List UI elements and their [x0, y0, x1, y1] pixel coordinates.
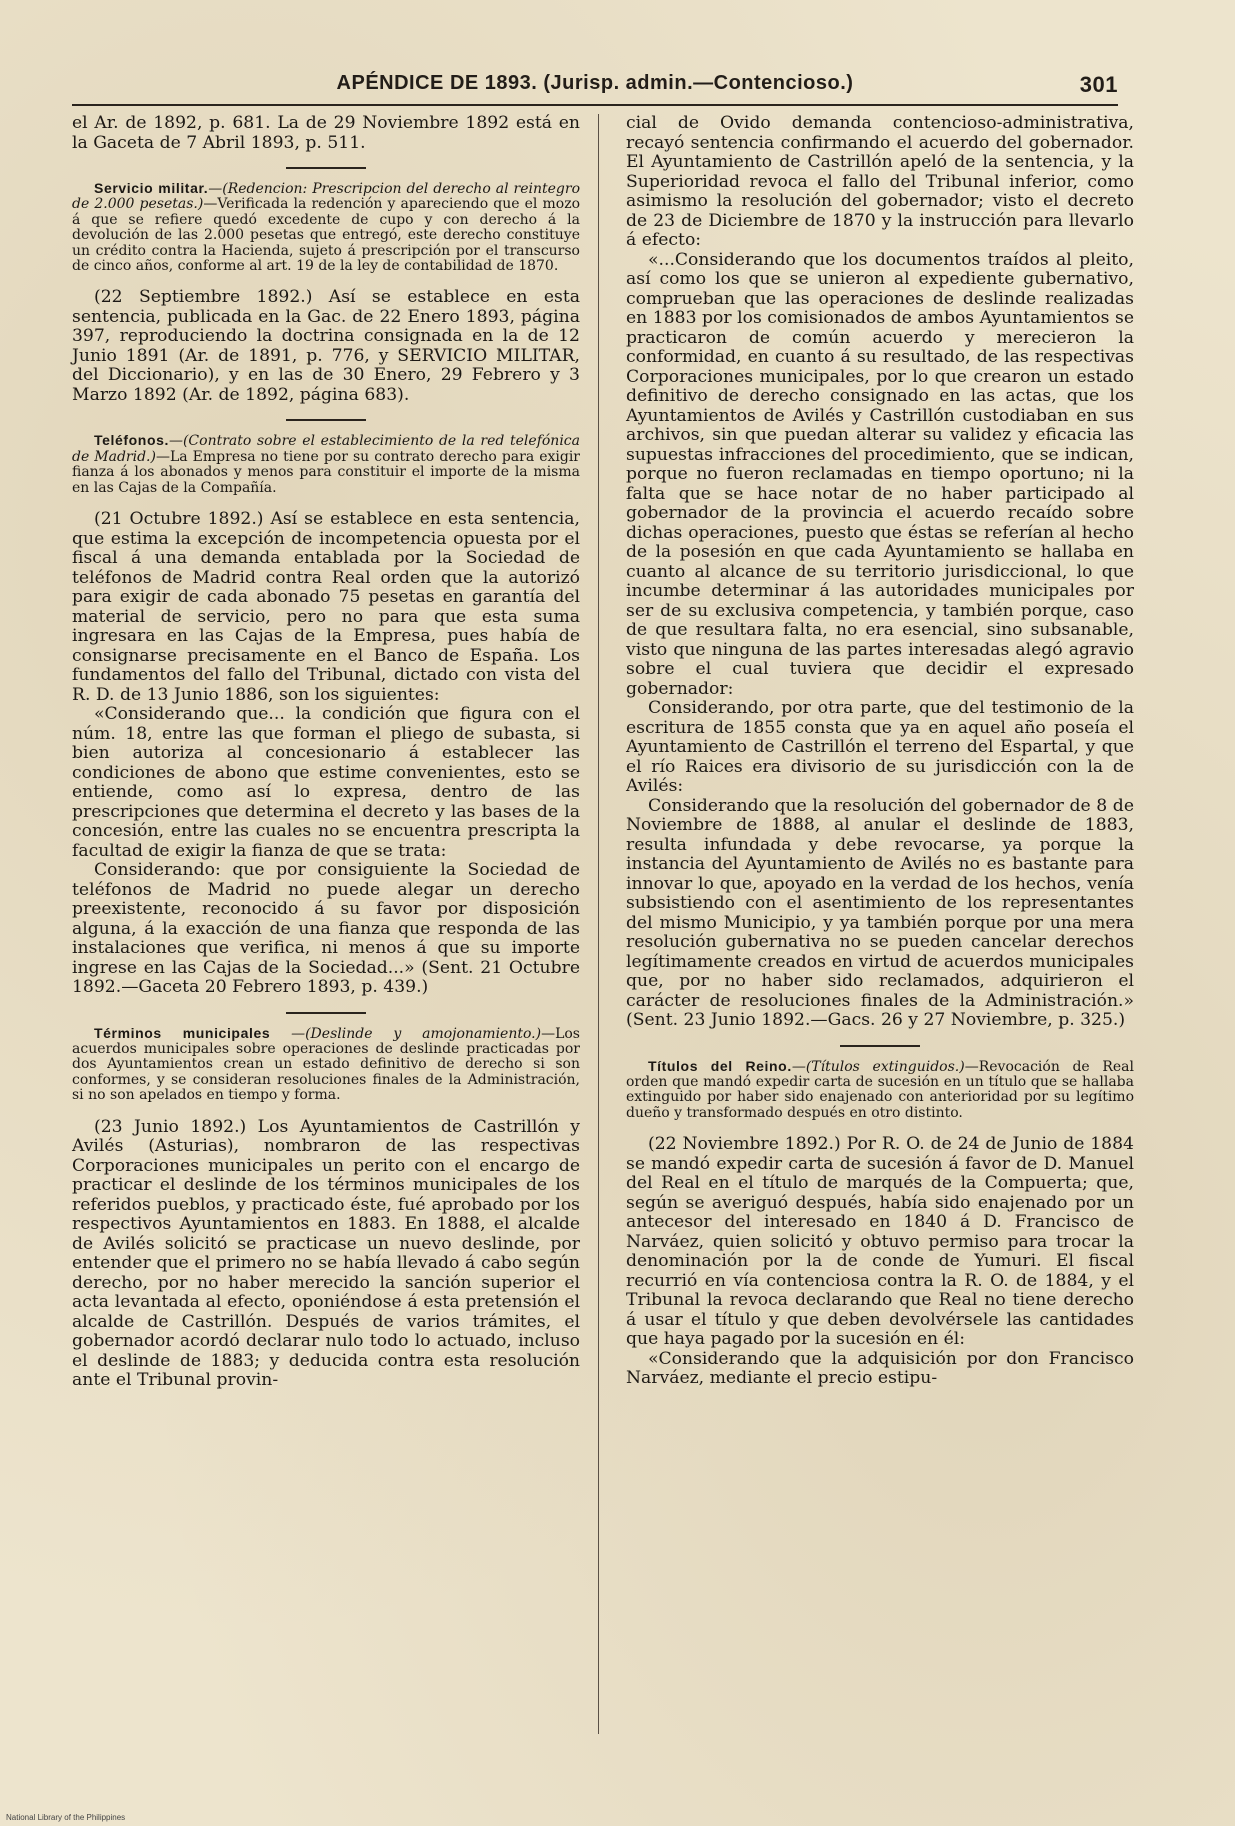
paragraph: el Ar. de 1892, p. 681. La de 29 Noviembre 1892 está en la Gaceta de 7 Abril 1893, p. 511. — [72, 113, 580, 153]
paragraph: (23 Junio 1892.) Los Ayuntamientos de Castrillón y Avilés (Asturias), nombraron de las respectivas Corporaciones municipales un perito con el encargo de practicar el deslinde de los términos municipales de los referidos pueblos, y practicado éste, fué aprobado por los respectivos Ayuntamientos en 1883. En 1888, el alcalde de Avilés solicitó se practicase un nuevo deslinde, por entender que el primero no se había llevado á cabo según derecho, por no haber merecido la sanción superior el acta levantada al efecto, oponiéndose á esta pretensión el alcalde de Castrillón. Después de varios trámites, el gobernador acordó declarar nulo todo lo actuado, incluso el deslinde de 1883; y deducida contra esta resolución ante el Tribunal provin- — [72, 1116, 580, 1391]
entry-summary: —Revocación de Real orden que mandó expedir carta de sucesión en un título que se hallaba extinguido por haber sido enajenado con anterioridad por su legítimo dueño y transformado después en otro distinto. — [626, 1058, 1134, 1121]
column-divider — [598, 114, 599, 1734]
section-separator — [286, 167, 366, 169]
entry-heading: Servicio militar. — [94, 180, 209, 196]
paragraph: Considerando, por otra parte, que del testimonio de la escritura de 1855 consta que ya en aquel año poseía el Ayuntamiento de Castrillón el terreno del Espartal, y que el río Raices era divisorio de su jurisdicción con la de Avilés: — [626, 698, 1134, 796]
entry-heading: Términos municipales — [94, 1024, 271, 1041]
section-separator — [286, 1012, 366, 1014]
paragraph: cial de Ovido demanda contencioso-administrativa, recayó sentencia confirmando el acuerdo del gobernador. El Ayuntamiento de Castrillón apeló de la sentencia, y la Superioridad revoca el fallo del Tribunal inferior, como asimismo la resolución del gobernador; visto el decreto de 23 de Diciembre de 1870 y la instrucción para llevarlo á efecto: — [626, 113, 1134, 250]
left-column — [72, 114, 580, 1391]
entry-summary: —La Empresa no tiene por su contrato derecho para exigir fianza á los abonados y menos para constituir el importe de la misma en las Cajas de la Compañía. — [72, 448, 580, 496]
running-title: APÉNDICE DE 1893. (Jurisp. admin.—Contencioso.) — [336, 72, 854, 94]
header-rule — [72, 104, 1118, 106]
entry-heading: Títulos del Reino. — [648, 1057, 792, 1074]
entry-summary: —Los acuerdos municipales sobre operaciones de deslinde practicadas por dos Ayuntamientos crean un estado definitivo de derecho si son conformes, y se consideran resoluciones finales de la Administración, si no son apelados en tiempo y forma. — [72, 1025, 580, 1104]
section-separator — [840, 1045, 920, 1047]
paragraph: (21 Octubre 1892.) Así se establece en esta sentencia, que estima la excepción de incompetencia opuesta por el fiscal á una demanda entablada por la Sociedad de teléfonos de Madrid contra Real orden que la autorizó para exigir de cada abonado 75 pesetas en garantía del material de servicio, pero no para que esta suma ingresara en las Cajas de la Empresa, pues había de consignarse precisamente en el Banco de España. Los fundamentos del fallo del Tribunal, dictado con vista del R. D. de 13 Junio 1886, son los siguientes: — [72, 509, 580, 705]
entry-heading: Teléfonos. — [94, 432, 169, 449]
paragraph: «Considerando que la adquisición por don Francisco Narváez, mediante el precio estipu- — [626, 1348, 1134, 1389]
entry-terminos-municipales — [72, 1026, 580, 1104]
entry-subheading: —(Deslinde y amojonamiento.) — [270, 1025, 542, 1042]
entry-titulos-del-reino — [626, 1059, 1134, 1122]
entry-telefonos — [72, 433, 580, 496]
entry-subheading: —(Contrato sobre el establecimiento de la red telefónica de Madrid.) — [72, 433, 580, 465]
paragraph: «Considerando que... la condición que figura con el núm. 18, entre las que forman el pliego de subasta, si bien autoriza al concesionario á establecer las condiciones de abono que estime convenientes, esto se entiende, como así lo expresa, dentro de las prescripciones que determina el decreto y las bases de la concesión, entre las cuales no se encuentra prescripta la facultad de exigir la fianza de que se trata: — [72, 704, 580, 861]
page-number: 301 — [1079, 72, 1118, 97]
paragraph: Considerando que la resolución del gobernador de 8 de Noviembre de 1888, al anular el deslinde de 1883, resulta infundada y debe revocarse, ya porque la instancia del Ayuntamiento de Avilés no es bastante para innovar lo que, apoyado en la verdad de los hechos, venía subsistiendo con el asentimiento de los representantes del mismo Municipio, y ya también porque por una mera resolución gubernativa no se pueden cancelar derechos legítimamente creados en virtud de acuerdos municipales que, por no haber sido reclamados, adquirieron el carácter de resoluciones finales de la Administración.» (Sent. 23 Junio 1892.—Gacs. 26 y 27 Noviembre, p. 325.) — [626, 795, 1134, 1030]
right-column — [626, 114, 1134, 1389]
library-credit: National Library of the Philippines — [6, 1813, 126, 1822]
section-separator — [286, 419, 366, 421]
running-header — [72, 72, 1118, 102]
entry-summary: —Verificada la redención y apareciendo que el mozo á que se refiere quedó excedente de cupo y con derecho á la devolución de las 2.000 pesetas que entregó, este derecho constituye un crédito contra la Hacienda, sujeto á prescripción por el transcurso de cinco años, conforme al art. 19 de la ley de contabilidad de 1870. — [72, 196, 581, 275]
paragraph: «...Considerando que los documentos traídos al pleito, así como los que se unieron al expediente gubernativo, comprueban que las operaciones de deslinde realizadas en 1883 por los comisionados de ambos Ayuntamientos se practicaron de común acuerdo y merecieron la conformidad, en cuanto á su resultado, de las respectivas Corporaciones municipales, por lo que crearon un estado definitivo de derecho consignado en las actas, que los Ayuntamientos de Avilés y Castrillón custodiaban en sus archivos, sin que puedan alterar su validez y eficacia las supuestas infracciones del procedimiento, que se indican, porque no fueron reclamadas en tiempo oportuno; ni la falta que se hace notar de no haber participado al gobernador de la provincia el acuerdo recaído sobre dichas operaciones, puesto que éstas se referían al hecho de la posesión en que cada Ayuntamiento se hallaba en cuanto al alcance de su territorio jurisdiccional, lo que incumbe determinar á las autoridades municipales por ser de su exclusiva competencia, y también porque, caso de que resultara falta, no era esencial, sino subsanable, visto que ninguna de las partes interesadas alegó agravio sobre el cual tuviera que decidir el expresado gobernador: — [626, 249, 1134, 699]
paragraph: Considerando: que por consiguiente la Sociedad de teléfonos de Madrid no puede alegar un derecho preexistente, reconocido á su favor por disposición alguna, á la exacción de una fianza que responda de las instalaciones que verifica, ni menos á que su importe ingrese en las Cajas de la Sociedad...» (Sent. 21 Octubre 1892.—Gaceta 20 Febrero 1893, p. 439.) — [72, 860, 580, 998]
entry-subheading: —(Redencion: Prescripcion del derecho al reintegro de 2.000 pesetas.) — [72, 181, 580, 213]
paragraph: (22 Noviembre 1892.) Por R. O. de 24 de Junio de 1884 se mandó expedir carta de sucesión á favor de D. Manuel del Real en el título de marqués de la Compuerta; que, según se averiguó después, había sido enajenado por un antecesor del interesado en 1840 á D. Francisco de Narváez, quien solicitó y obtuvo permiso para trocar la denominación por la de conde de Yumuri. El fiscal recurrió en vía contenciosa contra la R. O. de 1884, y el Tribunal la revoca declarando que Real no tiene derecho á usar el título y que deben devolvérsele las cantidades que haya pagado por la sucesión en él: — [626, 1134, 1134, 1350]
entry-subheading: —(Títulos extinguidos.) — [791, 1058, 965, 1075]
entry-servicio-militar — [72, 181, 580, 274]
paragraph: (22 Septiembre 1892.) Así se establece en esta sentencia, publicada en la Gac. de 22 Enero 1893, página 397, reproduciendo la doctrina consignada en la de 12 Junio 1891 (Ar. de 1891, p. 776, y SERVICIO MILITAR, del Diccionario), y en las de 30 Enero, 29 Febrero y 3 Marzo 1892 (Ar. de 1892, página 683). — [72, 287, 580, 405]
